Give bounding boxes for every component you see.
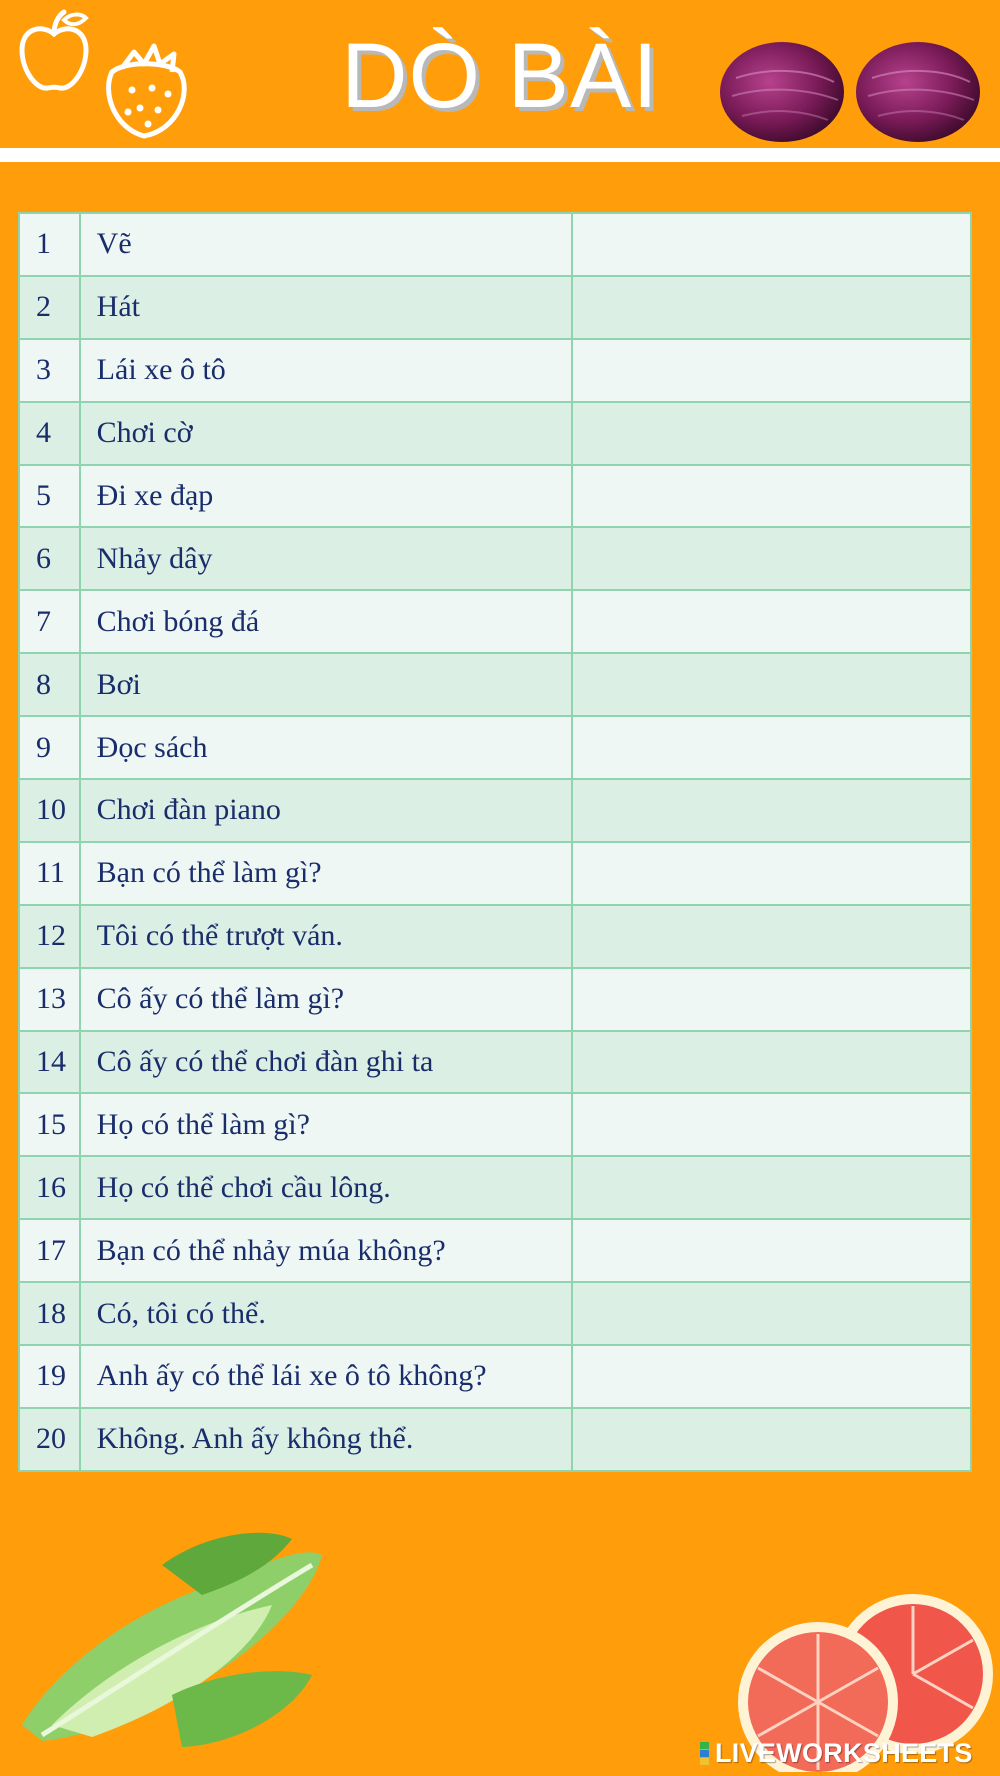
answer-cell[interactable] <box>572 1219 971 1282</box>
header-divider <box>0 148 1000 162</box>
row-number: 8 <box>19 653 80 716</box>
table-row <box>19 1219 971 1282</box>
answer-cell[interactable] <box>572 1093 971 1156</box>
row-prompt: Bạn có thể nhảy múa không? <box>80 1219 573 1282</box>
answer-cell[interactable] <box>572 213 971 276</box>
row-number: 5 <box>19 465 80 528</box>
table-row <box>19 716 971 779</box>
row-prompt: Hát <box>80 276 573 339</box>
answer-cell[interactable] <box>572 402 971 465</box>
brand-name: LIVEWORKSHEETS <box>715 1738 973 1768</box>
lettuce-image <box>12 1525 342 1757</box>
liveworksheets-icon <box>700 1742 709 1765</box>
row-number: 9 <box>19 716 80 779</box>
row-number: 12 <box>19 905 80 968</box>
row-prompt: Họ có thể làm gì? <box>80 1093 573 1156</box>
row-number: 7 <box>19 590 80 653</box>
answer-cell[interactable] <box>572 842 971 905</box>
table-row <box>19 1093 971 1156</box>
row-prompt: Anh ấy có thể lái xe ô tô không? <box>80 1345 573 1408</box>
row-number: 4 <box>19 402 80 465</box>
row-prompt: Chơi bóng đá <box>80 590 573 653</box>
onion-image <box>716 28 848 146</box>
row-prompt: Vẽ <box>80 213 573 276</box>
table-row <box>19 1408 971 1471</box>
table-row <box>19 1156 971 1219</box>
row-number: 11 <box>19 842 80 905</box>
row-prompt: Có, tôi có thể. <box>80 1282 573 1345</box>
table-row <box>19 590 971 653</box>
answer-cell[interactable] <box>572 968 971 1031</box>
table-row <box>19 465 971 528</box>
row-number: 2 <box>19 276 80 339</box>
row-number: 10 <box>19 779 80 842</box>
answer-cell[interactable] <box>572 1031 971 1094</box>
row-number: 3 <box>19 339 80 402</box>
table-row <box>19 968 971 1031</box>
row-prompt: Bạn có thể làm gì? <box>80 842 573 905</box>
answer-cell[interactable] <box>572 653 971 716</box>
table-row <box>19 339 971 402</box>
table-row <box>19 527 971 590</box>
row-prompt: Chơi đàn piano <box>80 779 573 842</box>
answer-cell[interactable] <box>572 716 971 779</box>
page-title: DÒ BÀI <box>341 25 659 127</box>
table-row <box>19 779 971 842</box>
answer-cell[interactable] <box>572 1345 971 1408</box>
row-number: 16 <box>19 1156 80 1219</box>
row-prompt: Không. Anh ấy không thể. <box>80 1408 573 1471</box>
table-row <box>19 905 971 968</box>
answer-cell[interactable] <box>572 276 971 339</box>
row-prompt: Cô ấy có thể làm gì? <box>80 968 573 1031</box>
answer-cell[interactable] <box>572 339 971 402</box>
row-prompt: Nhảy dây <box>80 527 573 590</box>
row-prompt: Tôi có thể trượt ván. <box>80 905 573 968</box>
worksheet-table <box>18 212 972 1472</box>
table-row <box>19 276 971 339</box>
table-row <box>19 842 971 905</box>
table-row <box>19 1282 971 1345</box>
row-number: 15 <box>19 1093 80 1156</box>
table-row <box>19 1345 971 1408</box>
header <box>0 0 1000 148</box>
table-row <box>19 1031 971 1094</box>
answer-cell[interactable] <box>572 465 971 528</box>
row-prompt: Đi xe đạp <box>80 465 573 528</box>
row-prompt: Đọc sách <box>80 716 573 779</box>
answer-cell[interactable] <box>572 1408 971 1471</box>
row-number: 19 <box>19 1345 80 1408</box>
table-row <box>19 402 971 465</box>
row-prompt: Lái xe ô tô <box>80 339 573 402</box>
answer-cell[interactable] <box>572 1282 971 1345</box>
row-prompt: Chơi cờ <box>80 402 573 465</box>
table-row <box>19 653 971 716</box>
table-row <box>19 213 971 276</box>
row-number: 18 <box>19 1282 80 1345</box>
answer-cell[interactable] <box>572 1156 971 1219</box>
row-prompt: Bơi <box>80 653 573 716</box>
answer-cell[interactable] <box>572 590 971 653</box>
row-number: 20 <box>19 1408 80 1471</box>
answer-cell[interactable] <box>572 779 971 842</box>
row-number: 13 <box>19 968 80 1031</box>
answer-cell[interactable] <box>572 527 971 590</box>
answer-cell[interactable] <box>572 905 971 968</box>
row-prompt: Cô ấy có thể chơi đàn ghi ta <box>80 1031 573 1094</box>
row-number: 17 <box>19 1219 80 1282</box>
row-number: 14 <box>19 1031 80 1094</box>
row-number: 6 <box>19 527 80 590</box>
row-prompt: Họ có thể chơi cầu lông. <box>80 1156 573 1219</box>
brand-logo[interactable] <box>700 1738 996 1769</box>
onion-image <box>852 28 984 146</box>
row-number: 1 <box>19 213 80 276</box>
